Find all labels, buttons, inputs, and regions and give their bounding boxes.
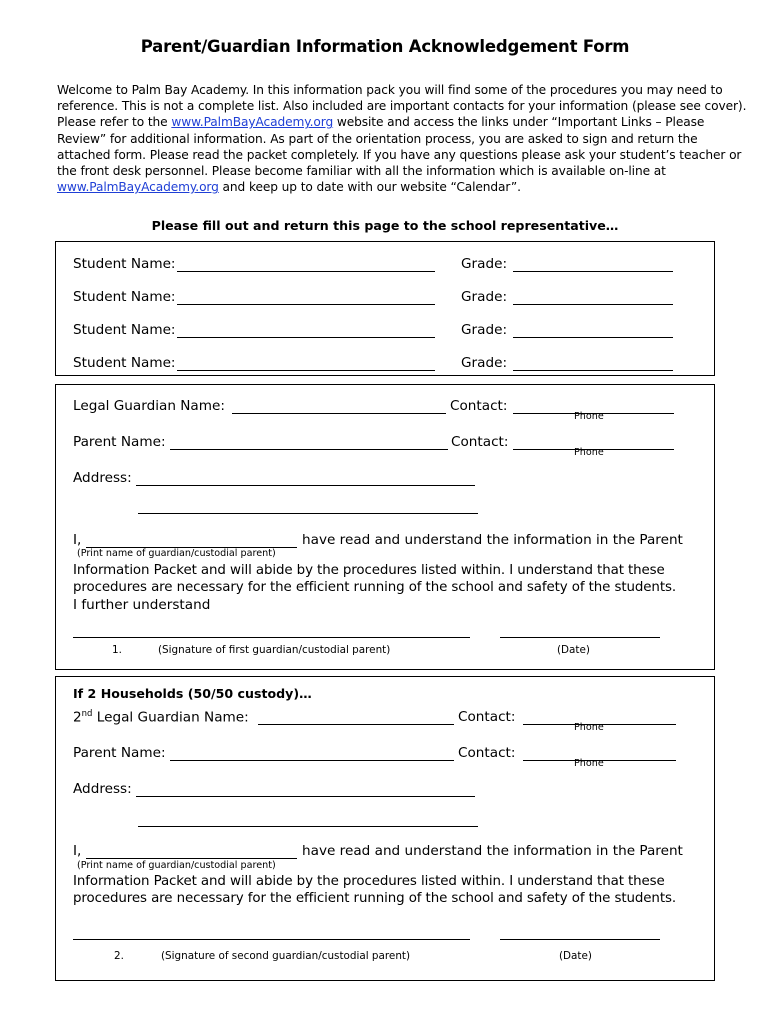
- grade-label: Grade:: [461, 355, 508, 371]
- intro-text-3: and keep up to date with our website “Calendar”.: [218, 180, 521, 195]
- ack-statement: have read and understand the information in the Parent: [302, 532, 683, 548]
- phone-hint: Phone: [574, 758, 604, 769]
- ack-statement: have read and understand the information in the Parent: [302, 843, 683, 859]
- second-address-input-line-1[interactable]: [136, 796, 475, 797]
- phone-hint: Phone: [574, 411, 604, 422]
- legal-guardian-label: Legal Guardian Name:: [92, 709, 249, 726]
- signature-number: 1.: [112, 644, 122, 656]
- grade-input-4[interactable]: [513, 370, 673, 371]
- ordinal-suffix: nd: [81, 709, 93, 719]
- contact-label: Contact:: [451, 434, 509, 450]
- print-name-hint: (Print name of guardian/custodial parent): [77, 860, 276, 871]
- intro-paragraph: [57, 82, 747, 195]
- contact-label: Contact:: [450, 398, 508, 414]
- second-parent-name-input[interactable]: [170, 760, 454, 761]
- second-legal-guardian-label: [73, 709, 249, 726]
- phone-hint: Phone: [574, 722, 604, 733]
- instruction-heading: Please fill out and return this page to the school representative…: [151, 218, 619, 233]
- student-name-input-4[interactable]: [177, 370, 435, 371]
- parent-name-label: Parent Name:: [73, 745, 166, 761]
- second-print-name-input[interactable]: [86, 858, 297, 859]
- signature-label: (Signature of second guardian/custodial parent): [161, 950, 411, 962]
- phone-hint: Phone: [574, 447, 604, 458]
- grade-label: Grade:: [461, 289, 508, 305]
- date-2-input[interactable]: [500, 939, 660, 940]
- guardian-2-section: [55, 676, 715, 981]
- date-label: (Date): [557, 644, 590, 656]
- student-name-label: Student Name:: [73, 355, 176, 371]
- student-name-input-1[interactable]: [177, 271, 435, 272]
- address-input-line-1[interactable]: [136, 485, 475, 486]
- student-name-input-2[interactable]: [177, 304, 435, 305]
- intro-text-1: Welcome to Palm Bay Academy. In this information pack you will find some of the procedures you may need to reference. This is not a complete list. Also included are important contacts for your information (please see cover). Please refer to the: [57, 83, 747, 130]
- guardian-1-section: [55, 384, 715, 670]
- ack-extra: I further understand: [73, 597, 211, 613]
- page-title: Parent/Guardian Information Acknowledgement Form: [140, 37, 630, 56]
- student-name-label: Student Name:: [73, 289, 176, 305]
- second-address-input-line-2[interactable]: [138, 826, 478, 827]
- signature-2-input[interactable]: [73, 939, 470, 940]
- parent-name-label: Parent Name:: [73, 434, 166, 450]
- student-name-label: Student Name:: [73, 256, 176, 272]
- contact-label: Contact:: [458, 709, 516, 725]
- signature-number: 2.: [114, 950, 124, 962]
- address-input-line-2[interactable]: [138, 513, 478, 514]
- grade-input-3[interactable]: [513, 337, 673, 338]
- address-label: Address:: [73, 470, 132, 486]
- parent-name-input[interactable]: [170, 449, 448, 450]
- signature-1-input[interactable]: [73, 637, 470, 638]
- grade-input-1[interactable]: [513, 271, 673, 272]
- website-link-1[interactable]: www.PalmBayAcademy.org: [171, 115, 334, 130]
- date-label: (Date): [559, 950, 592, 962]
- address-label: Address:: [73, 781, 132, 797]
- student-name-label: Student Name:: [73, 322, 176, 338]
- print-name-hint: (Print name of guardian/custodial parent): [77, 548, 276, 559]
- student-name-input-3[interactable]: [177, 337, 435, 338]
- legal-guardian-label: Legal Guardian Name:: [73, 398, 225, 414]
- grade-label: Grade:: [461, 322, 508, 338]
- signature-label: (Signature of first guardian/custodial parent): [158, 644, 391, 656]
- ack-body: Information Packet and will abide by the procedures listed within. I understand that these procedures are necessary for the efficient running of the school and safety of the students.: [73, 563, 677, 596]
- grade-input-2[interactable]: [513, 304, 673, 305]
- grade-label: Grade:: [461, 256, 508, 272]
- students-section: [55, 241, 715, 376]
- ack-body: Information Packet and will abide by the procedures listed within. I understand that these procedures are necessary for the efficient running of the school and safety of the students.: [73, 874, 677, 907]
- website-link-2[interactable]: www.PalmBayAcademy.org: [57, 180, 219, 195]
- two-households-heading: If 2 Households (50/50 custody)…: [73, 686, 312, 701]
- legal-guardian-name-input[interactable]: [232, 413, 446, 414]
- second-legal-guardian-name-input[interactable]: [258, 724, 454, 725]
- ack-prefix: I,: [73, 532, 82, 548]
- intro-text-2: website and access the links under “Important Links – Please Review” for additional information. As part of the orientation process, you are asked to sign and return the attached form. Please read the packet completely. If you have any questions please ask your student’s teacher or the front desk personnel. Please become familiar with all the information which is available on-line at: [57, 115, 742, 179]
- date-1-input[interactable]: [500, 637, 660, 638]
- ack-prefix: I,: [73, 843, 82, 859]
- ordinal-number: 2: [73, 709, 82, 726]
- contact-label: Contact:: [458, 745, 516, 761]
